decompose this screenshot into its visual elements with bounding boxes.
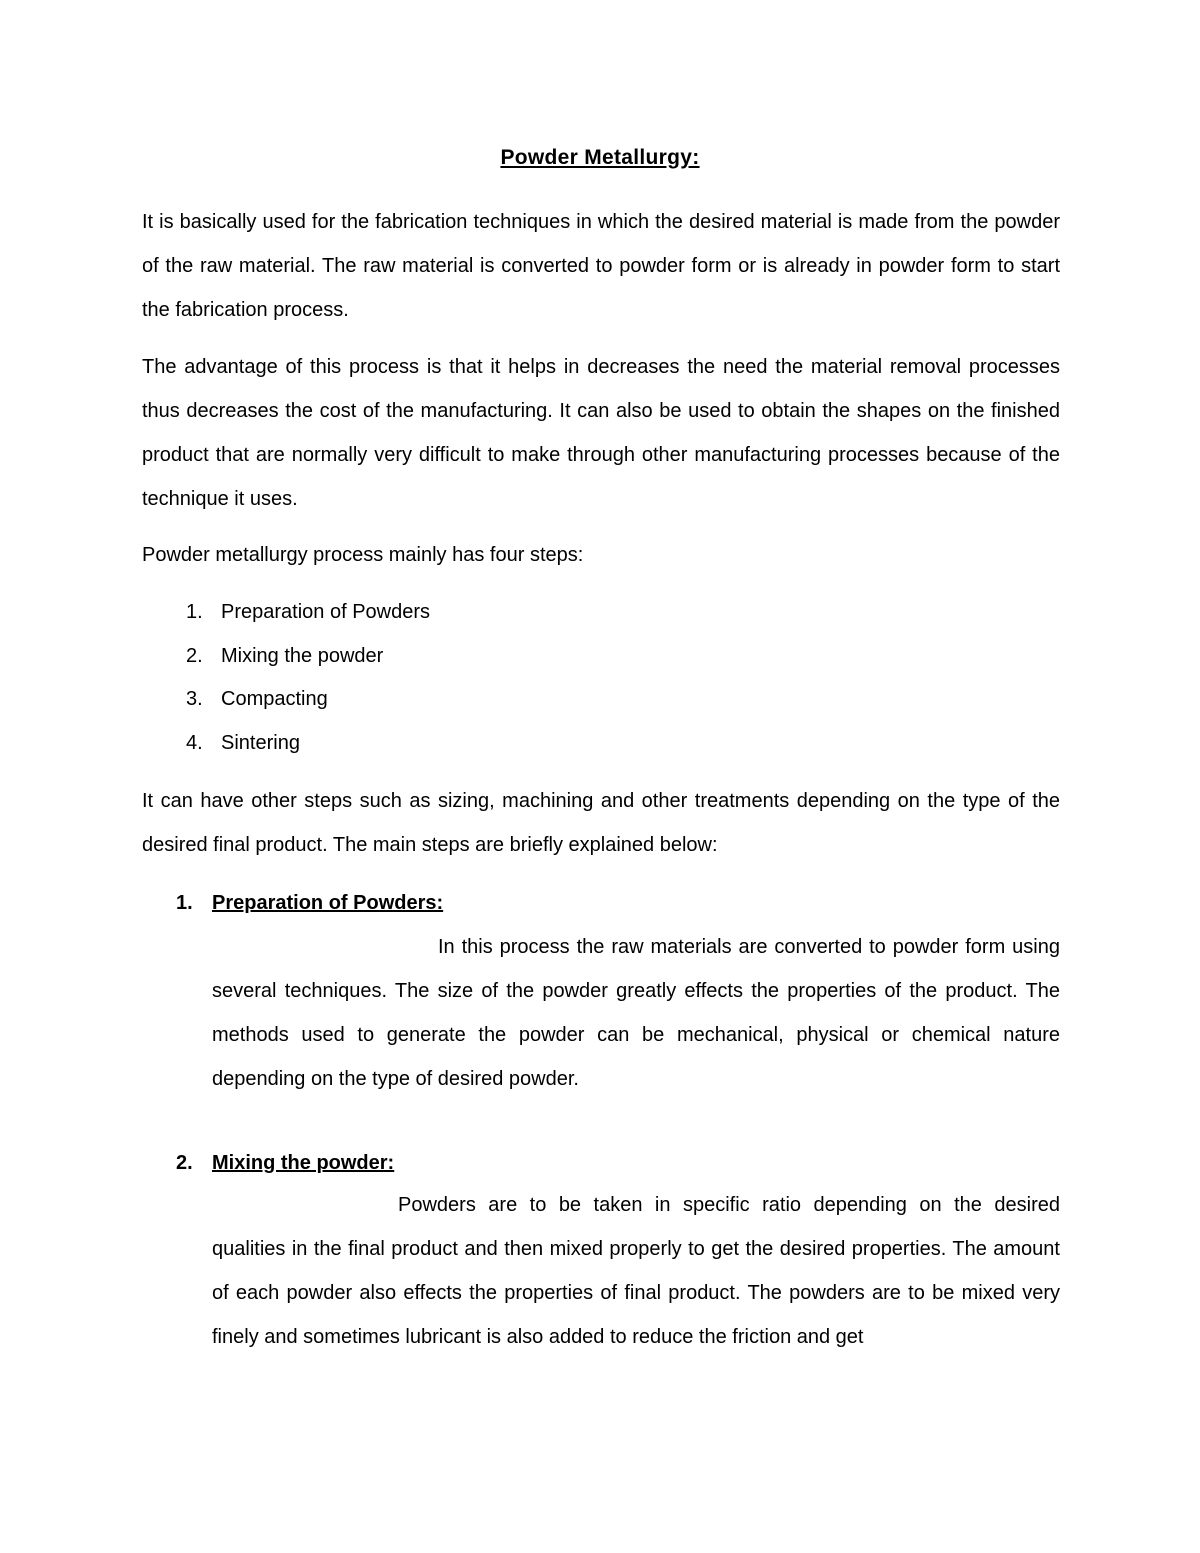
list-item-label: Preparation of Powders (221, 601, 431, 623)
other-steps-paragraph: It can have other steps such as sizing, machining and other treatments depending on the type of the desired final product. The main steps are briefly explained below: (142, 790, 1060, 856)
steps-intro-paragraph: Powder metallurgy process mainly has four steps: (142, 544, 584, 566)
list-item-number: 3. (186, 688, 203, 710)
section-title: Mixing the powder: (212, 1152, 395, 1174)
list-item-number: 4. (186, 731, 203, 754)
section-body-mixing: Powders are to be taken in specific ratio depending on the desired qualities in the final product and then mixed properly to get the desired properties. The amount of each powder also effects the properties of final product. The powders are to be mixed very finely and sometimes lubricant is also added to reduce the friction and get (212, 1194, 1060, 1348)
list-item (186, 677, 786, 721)
section-number: 2. (176, 1152, 193, 1174)
list-item (186, 590, 786, 634)
section-title: Preparation of Powders: (212, 892, 444, 914)
list-item-number: 1. (186, 601, 203, 623)
intro-paragraph: It is basically used for the fabrication techniques in which the desired material is made from the powder of the raw material. The raw material is converted to powder form or is already in powder form to start the fabrication process. (142, 211, 1060, 321)
section-heading-preparation (176, 881, 443, 925)
list-item (186, 721, 786, 765)
section-body-preparation: In this process the raw materials are converted to powder form using several techniques. The size of the powder greatly effects the properties of the product. The methods used to generate the powder can be mechanical, physical or chemical nature depending on the type of desired powder. (212, 936, 1060, 1090)
section-number: 1. (176, 892, 193, 914)
list-item-label: Compacting (221, 688, 328, 710)
steps-list (186, 590, 786, 764)
list-item (186, 634, 786, 678)
advantage-paragraph: The advantage of this process is that it helps in decreases the need the material removal processes thus decreases the cost of the manufacturing. It can also be used to obtain the shapes on the finished product that are normally very difficult to make through other manufacturing processes because of the technique it uses. (142, 356, 1060, 510)
section-heading-mixing (176, 1141, 394, 1185)
list-item-label: Mixing the powder (221, 644, 384, 667)
list-item-label: Sintering (221, 731, 300, 754)
list-item-number: 2. (186, 644, 203, 667)
page-title: Powder Metallurgy: (500, 146, 700, 169)
